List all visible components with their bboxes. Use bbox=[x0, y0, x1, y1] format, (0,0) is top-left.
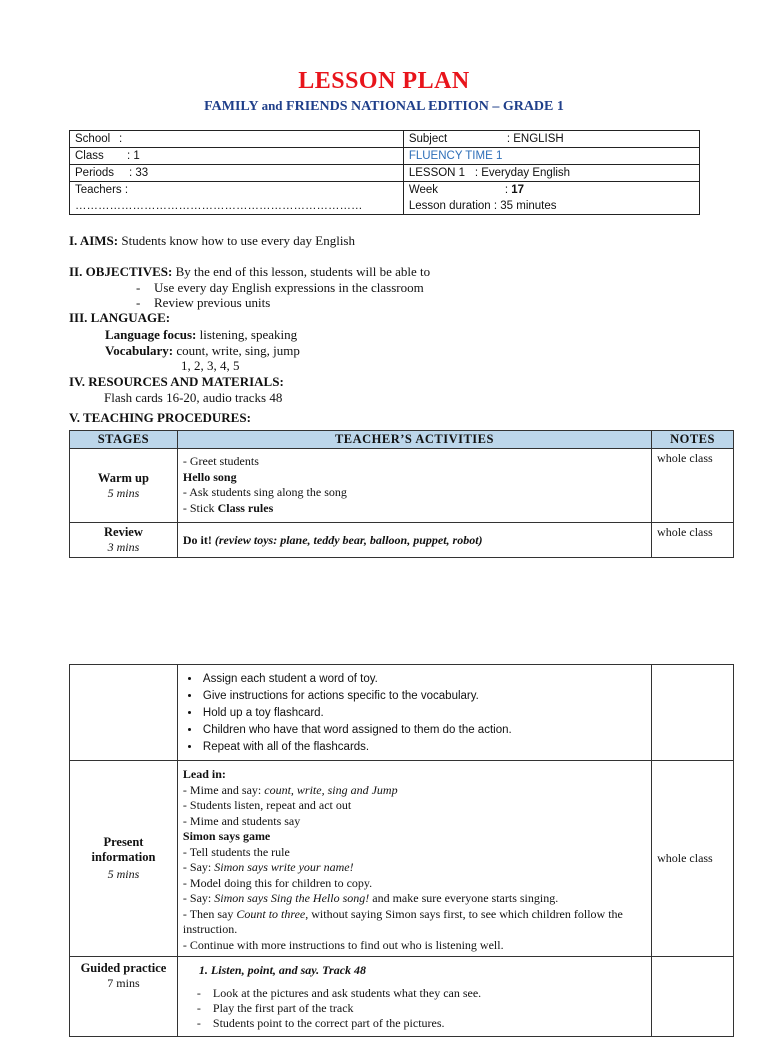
list-item: • Assign each student a word of toy. bbox=[201, 671, 646, 688]
list-item: • Children who have that word assigned to them do the action. bbox=[201, 722, 646, 739]
procedures-heading: V. TEACHING PROCEDURES: bbox=[69, 410, 251, 425]
list-item: • Repeat with all of the flashcards. bbox=[201, 739, 646, 756]
guided-notes bbox=[652, 957, 734, 1037]
aims-section bbox=[69, 233, 355, 248]
warmup-notes: whole class bbox=[652, 449, 734, 523]
list-item: - Look at the pictures and ask students what they can see. bbox=[197, 986, 646, 1001]
subtitle-and: and bbox=[261, 98, 283, 113]
stage-review: Review 3 mins bbox=[70, 523, 178, 558]
class-label: Class bbox=[75, 150, 104, 162]
language-heading: III. LANGUAGE: bbox=[69, 310, 171, 325]
week-value: 17 bbox=[511, 184, 525, 196]
class-value: : 1 bbox=[127, 150, 140, 162]
list-item: - Students point to the correct part of the pictures. bbox=[197, 1016, 646, 1031]
subtitle-part-a: FAMILY bbox=[204, 99, 262, 114]
subject-value: : ENGLISH bbox=[506, 133, 564, 145]
guided-activities: 1. Listen, point, and say. Track 48 - Look at the pictures and ask students what they can see. - Play the first part of the track - Students point to the correct part of the pictures. bbox=[177, 957, 651, 1037]
subject-label: Subject bbox=[408, 133, 448, 145]
teachers-cell bbox=[70, 182, 404, 215]
week-cell bbox=[403, 182, 699, 199]
teachers-label: Teachers : bbox=[75, 184, 129, 196]
aims-text: Students know how to use every day English bbox=[118, 233, 355, 248]
lesson-value: : Everyday English bbox=[474, 167, 571, 179]
stage-guided: Guided practice 7 mins bbox=[70, 957, 178, 1037]
stage-warmup: Warm up 5 mins bbox=[70, 449, 178, 523]
periods-label: Periods bbox=[75, 167, 114, 179]
stage-blank bbox=[70, 665, 178, 761]
lesson-cell bbox=[403, 165, 699, 182]
objectives-text: By the end of this lesson, students will be able to bbox=[172, 264, 431, 279]
objectives-section bbox=[69, 264, 430, 279]
document-subtitle bbox=[0, 98, 768, 115]
language-focus: Language focus: listening, speaking bbox=[105, 327, 298, 342]
present-notes: whole class bbox=[652, 761, 734, 957]
vocabulary-numbers: 1, 2, 3, 4, 5 bbox=[181, 358, 240, 373]
periods-value: : 33 bbox=[129, 167, 149, 179]
duration-cell bbox=[403, 198, 699, 215]
toy-activity-steps bbox=[177, 665, 651, 761]
list-item: - Play the first part of the track bbox=[197, 1001, 646, 1016]
lesson-label: LESSON 1 bbox=[408, 167, 466, 179]
list-item: • Give instructions for actions specific to the vocabulary. bbox=[201, 688, 646, 705]
school-cell bbox=[70, 131, 404, 148]
class-cell bbox=[70, 148, 404, 165]
week-label: Week bbox=[408, 184, 439, 196]
periods-cell bbox=[70, 165, 404, 182]
resources-text: Flash cards 16-20, audio tracks 48 bbox=[104, 390, 283, 405]
objective-item: - Use every day English expressions in the classroom bbox=[136, 280, 424, 295]
header-stages: STAGES bbox=[70, 431, 178, 449]
teachers-value: ………………………………………………………………… bbox=[75, 200, 363, 212]
fluency-cell: FLUENCY TIME 1 bbox=[403, 148, 699, 165]
procedures-table bbox=[69, 430, 734, 558]
lesson-info-table bbox=[69, 130, 700, 215]
subtitle-part-b: FRIENDS NATIONAL EDITION – GRADE 1 bbox=[282, 99, 564, 114]
objectives-label: II. OBJECTIVES: bbox=[69, 264, 173, 279]
document-title: LESSON PLAN bbox=[298, 68, 470, 94]
week-colon: : bbox=[504, 184, 512, 196]
subject-cell bbox=[403, 131, 699, 148]
stage-present: Present information 5 mins bbox=[70, 761, 178, 957]
resources-heading: IV. RESOURCES AND MATERIALS: bbox=[69, 374, 284, 389]
warmup-activities: - Greet students Hello song - Ask students sing along the song - Stick Class rules bbox=[177, 449, 651, 523]
duration-value: : 35 minutes bbox=[490, 200, 557, 212]
review-notes: whole class bbox=[652, 523, 734, 558]
school-value: : bbox=[119, 133, 123, 145]
procedures-table-continued bbox=[69, 664, 734, 1037]
header-activities: TEACHER’S ACTIVITIES bbox=[177, 431, 651, 449]
vocabulary: Vocabulary: count, write, sing, jump bbox=[105, 343, 300, 358]
objective-item: - Review previous units bbox=[136, 295, 271, 310]
notes-blank bbox=[652, 665, 734, 761]
list-item: • Hold up a toy flashcard. bbox=[201, 705, 646, 722]
header-notes: NOTES bbox=[652, 431, 734, 449]
present-activities: Lead in: - Mime and say: count, write, sing and Jump - Students listen, repeat and act out - Mime and students say Simon says game - Tell students the rule - Say: Simon says write your name! - Model doing this for children to copy. - Say: Simon says Sing the Hello song! and make sure everyone starts singing. - Then say Count to three, without saying Simon says first, to see which children follow the instruction. - Continue with more instructions to find out who is listening well. bbox=[177, 761, 651, 957]
school-label: School bbox=[75, 133, 111, 145]
aims-label: I. AIMS: bbox=[69, 233, 119, 248]
duration-label: Lesson duration bbox=[408, 200, 491, 212]
review-activities: Do it! (review toys: plane, teddy bear, balloon, puppet, robot) bbox=[177, 523, 651, 558]
